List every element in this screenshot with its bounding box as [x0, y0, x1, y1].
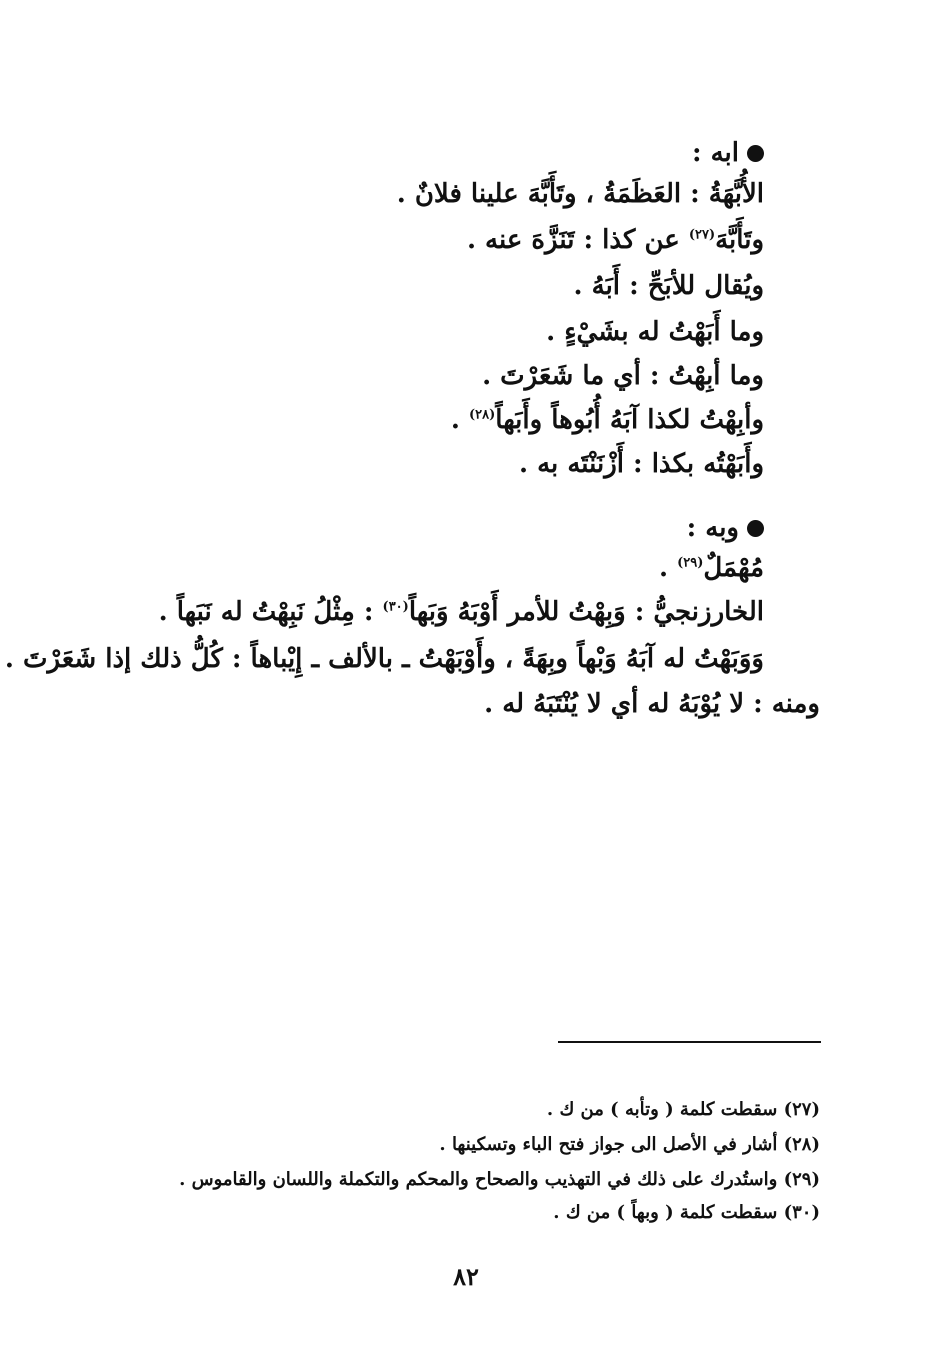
entry-line	[519, 450, 764, 479]
footnote-ref: (٣٠)	[382, 599, 409, 615]
line-text: ويُقال للأبَحِّ : أَبَهُ .	[573, 271, 764, 301]
line-text: ومنه : لا يُوْبَهُ له أي لا يُنْتَبَهُ له .	[484, 689, 820, 719]
footnote-ref: (٢٩)	[677, 555, 704, 571]
entry-line	[482, 362, 764, 391]
line-text: الأُبَّهَةُ : العَظَمَةُ ، وتَأَبَّهَ علينا فلانٌ .	[396, 179, 764, 209]
footnote-divider	[558, 1041, 821, 1043]
line-text: الخارزنجيُّ : وَبِهْتُ للأمر أَوْبَهُ وَبَهاً	[408, 597, 764, 627]
line-text: وتَأَبَّهَ	[715, 225, 764, 255]
line-text: وما أبِهْتُ : أي ما شَعَرْتَ .	[482, 361, 764, 391]
entry-heading-text: وبه :	[686, 513, 739, 543]
line-text: : مِثْلُ نَبِهْتُ له نَبَهاً .	[158, 597, 383, 627]
line-text: عن كذا : تَنَزَّهَ عنه .	[466, 225, 689, 255]
entry-heading	[687, 515, 764, 541]
line-text: مُهْمَلٌ	[703, 553, 764, 583]
line-text: .	[658, 553, 678, 583]
footnote-ref: (٢٨)	[468, 407, 496, 423]
entry-heading-text: ابه :	[691, 138, 739, 168]
page-number: ٨٢	[453, 1262, 479, 1291]
footnote: (٢٧) سقطت كلمة ( وتأبه ) من ك .	[546, 1099, 820, 1120]
line-text: وأبِهْتُ لكذا آبَهُ أُبُوهاً وأَبَهاً	[495, 405, 764, 435]
footnote: (٢٨) أشار في الأصل الى جواز فتح الباء وتسكينها .	[439, 1134, 820, 1155]
line-text: وَوَبَهْتُ له آبَهُ وَبْهاً وبِهَةً ، وأَوْبَهْتُ ـ بالألف ـ إِيْباهاً : كُلُّ ذلك إذا شَعَرْتَ .	[4, 644, 764, 674]
entry-line	[397, 180, 764, 209]
entry-line	[467, 226, 764, 255]
entry-line	[5, 645, 764, 674]
bullet-icon	[747, 145, 764, 162]
line-text: وأَبَهْتُه بكذا : أَزْنَنْتَه به .	[519, 449, 764, 479]
entry-line	[451, 406, 764, 435]
footnote: (٣٠) سقطت كلمة ( وبهاً ) من ك .	[553, 1202, 820, 1223]
entry-line	[546, 318, 764, 347]
line-text: وما أَبَهْتُ له بشَيْءٍ .	[546, 317, 764, 347]
footnote-ref: (٢٧)	[688, 227, 716, 243]
line-text: .	[450, 405, 469, 435]
entry-line	[659, 554, 764, 583]
entry-line	[159, 598, 764, 627]
entry-line	[574, 272, 764, 301]
entry-heading	[692, 140, 764, 166]
entry-line	[484, 690, 820, 719]
bullet-icon	[747, 520, 764, 537]
footnote: (٢٩) واستُدرك على ذلك في التهذيب والصحاح والمحكم والتكملة واللسان والقاموس .	[179, 1169, 820, 1190]
